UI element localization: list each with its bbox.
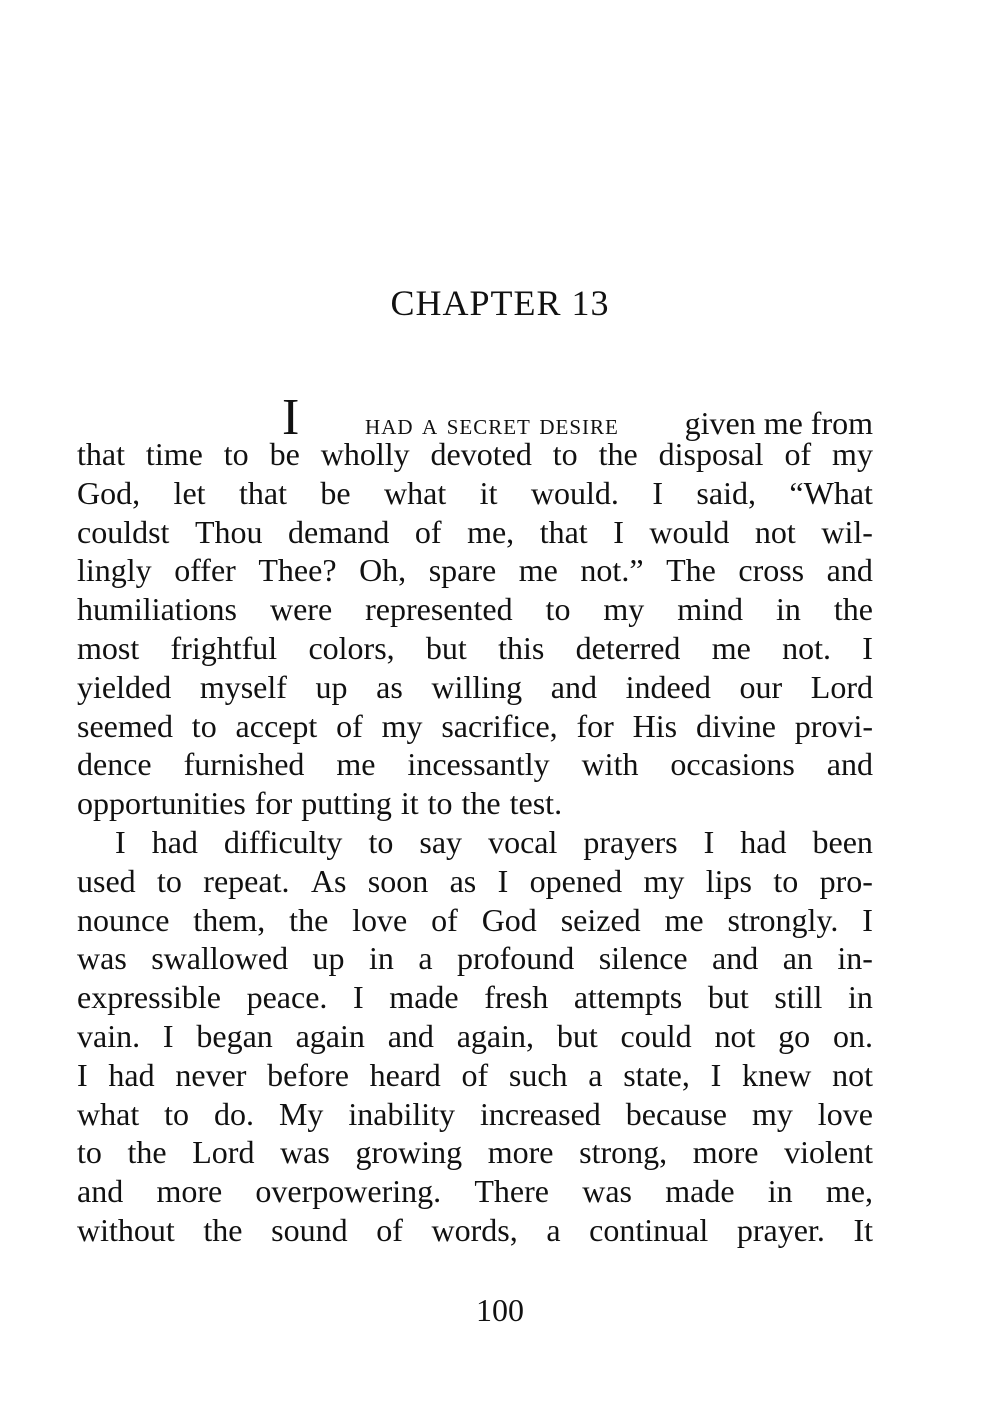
text-line: seemed to accept of my sacrifice, for His divine provi- — [77, 707, 873, 744]
text-line: vain. I began again and again, but could not go on. — [77, 1017, 873, 1054]
drop-cap: I — [282, 389, 300, 446]
text-line: lingly offer Thee? Oh, spare me not.” The cross and — [77, 552, 873, 589]
text-line: without the sound of words, a continual prayer. It — [77, 1211, 873, 1248]
text-line: expressible peace. I made fresh attempts but still in — [77, 979, 873, 1016]
text-line: nounce them, the love of God seized me strongly. I — [77, 901, 873, 938]
body-text — [77, 389, 873, 1251]
text-line: given me from — [684, 405, 873, 441]
text-line: I had never before heard of such a state, I knew not — [77, 1056, 873, 1093]
text-line: what to do. My inability increased because my love — [77, 1095, 873, 1132]
chapter-heading: CHAPTER 13 — [390, 283, 610, 323]
text-line: dence furnished me incessantly with occasions and — [77, 746, 873, 783]
text-line: was swallowed up in a profound silence and an in- — [77, 940, 873, 977]
text-line: God, let that be what it would. I said, “What — [77, 474, 873, 511]
page-number: 100 — [476, 1292, 524, 1328]
text-line: and more overpowering. There was made in me, — [77, 1173, 873, 1210]
lead-in-small-caps: had a secret desire — [365, 408, 619, 441]
text-line: yielded myself up as willing and indeed our Lord — [77, 668, 873, 705]
text-line: most frightful colors, but this deterred me not. I — [77, 629, 873, 666]
paragraph-1-line-1 — [77, 389, 873, 446]
text-line: that time to be wholly devoted to the disposal of my — [77, 436, 873, 472]
text-line: used to repeat. As soon as I opened my lips to pro- — [77, 862, 873, 899]
text-line: to the Lord was growing more strong, more violent — [77, 1134, 873, 1171]
text-line: couldst Thou demand of me, that I would not wil- — [77, 513, 873, 550]
text-line: humiliations were represented to my mind in the — [77, 591, 873, 628]
text-line: opportunities for putting it to the test. — [77, 785, 563, 822]
text-line: I had difficulty to say vocal prayers I had been — [115, 823, 873, 860]
